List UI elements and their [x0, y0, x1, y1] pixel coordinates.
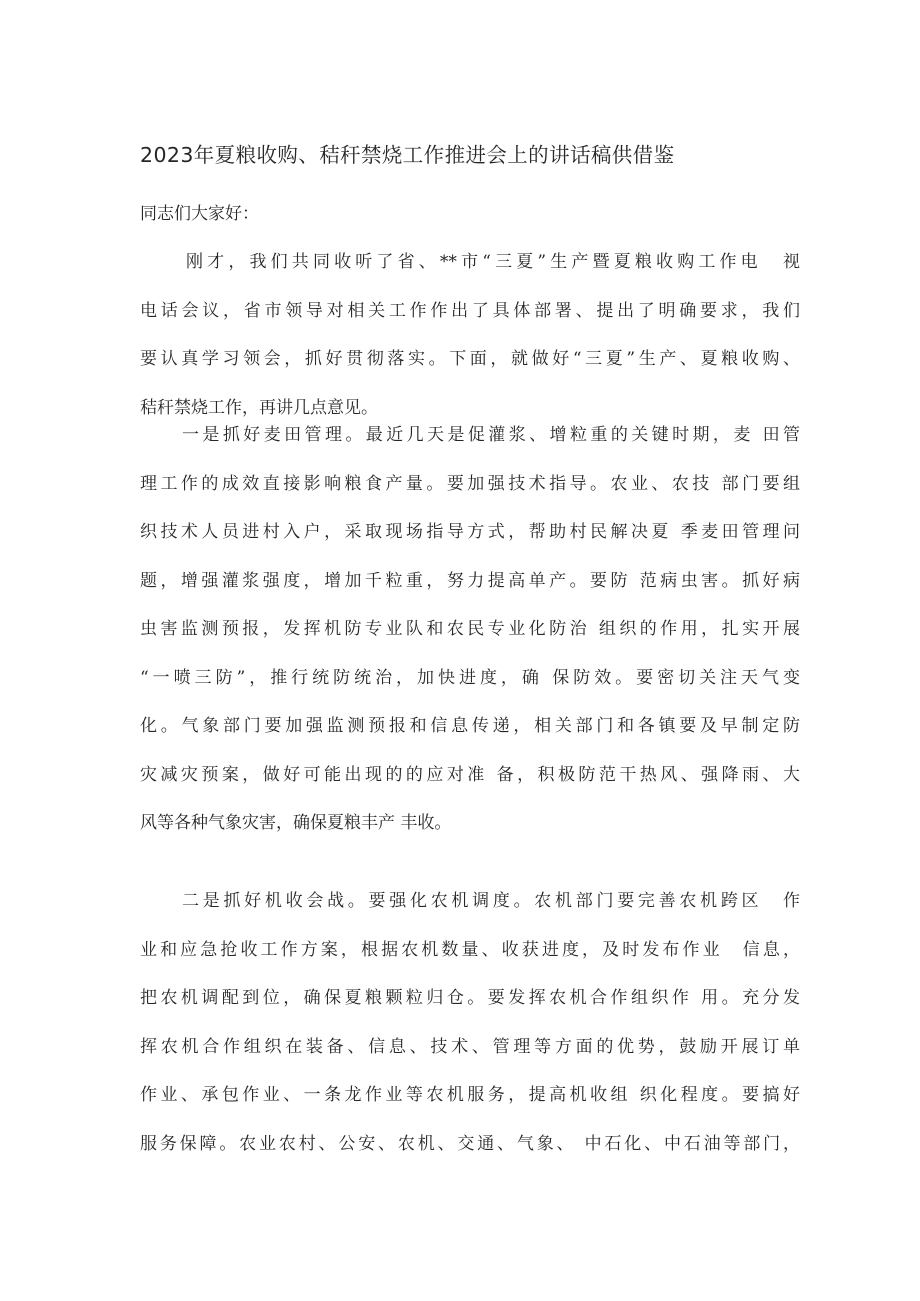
text-line: 要认真学习领会，抓好贯彻落实。下面，就做好“三夏”生产、夏粮收购、 — [140, 349, 800, 369]
text-line: 一是抓好麦田管理。最近几天是促灌浆、增粒重的关键时期，麦 田管 — [182, 425, 800, 445]
document-title: 2023年夏粮收购、秸秆禁烧工作推进会上的讲话稿供借鉴 — [140, 143, 675, 167]
text-line: “一喷三防”，推行统防统治，加快进度，确 保防效。要密切关注天气变 — [140, 668, 800, 688]
text-line: 化。气象部门要加强监测预报和信息传递，相关部门和各镇要及早制定防 — [140, 716, 800, 736]
text-line: 理工作的成效直接影响粮食产量。要加强技术指导。农业、农技 部门要组 — [140, 474, 800, 494]
greeting: 同志们大家好： — [140, 204, 259, 224]
text-line: 电话会议，省市领导对相关工作作出了具体部署、提出了明确要求，我们 — [140, 301, 800, 321]
text-line: 秸秆禁烧工作，再讲几点意见。 — [140, 398, 378, 418]
text-line: 二是抓好机收会战。要强化农机调度。农机部门要完善农机跨区 作 — [182, 891, 800, 911]
text-line: 灾减灾预案，做好可能出现的的应对准 备，积极防范干热风、强降雨、大 — [140, 765, 800, 785]
text-line: 业和应急抢收工作方案，根据农机数量、收获进度，及时发布作业 信息， — [140, 940, 800, 960]
text-line: 织技术人员进村入户，采取现场指导方式，帮助村民解决夏 季麦田管理问 — [140, 522, 800, 542]
text-line: 风等各种气象灾害，确保夏粮丰产 丰收。 — [140, 813, 452, 833]
text-line: 刚才，我们共同收听了省、**市“三夏”生产暨夏粮收购工作电 视 — [186, 252, 800, 272]
text-line: 作业、承包作业、一条龙作业等农机服务，提高机收组 织化程度。要搞好 — [140, 1085, 800, 1105]
text-line: 题，增强灌浆强度，增加千粒重，努力提高单产。要防 范病虫害。抓好病 — [140, 571, 800, 591]
text-line: 服务保障。农业农村、公安、农机、交通、气象、 中石化、中石油等部门， — [140, 1134, 800, 1154]
text-line: 挥农机合作组织在装备、信息、技术、管理等方面的优势，鼓励开展订单 — [140, 1037, 800, 1057]
text-line: 虫害监测预报，发挥机防专业队和农民专业化防治 组织的作用，扎实开展 — [140, 619, 800, 639]
text-line: 把农机调配到位，确保夏粮颗粒归仓。要发挥农机合作组织作 用。充分发 — [140, 988, 800, 1008]
